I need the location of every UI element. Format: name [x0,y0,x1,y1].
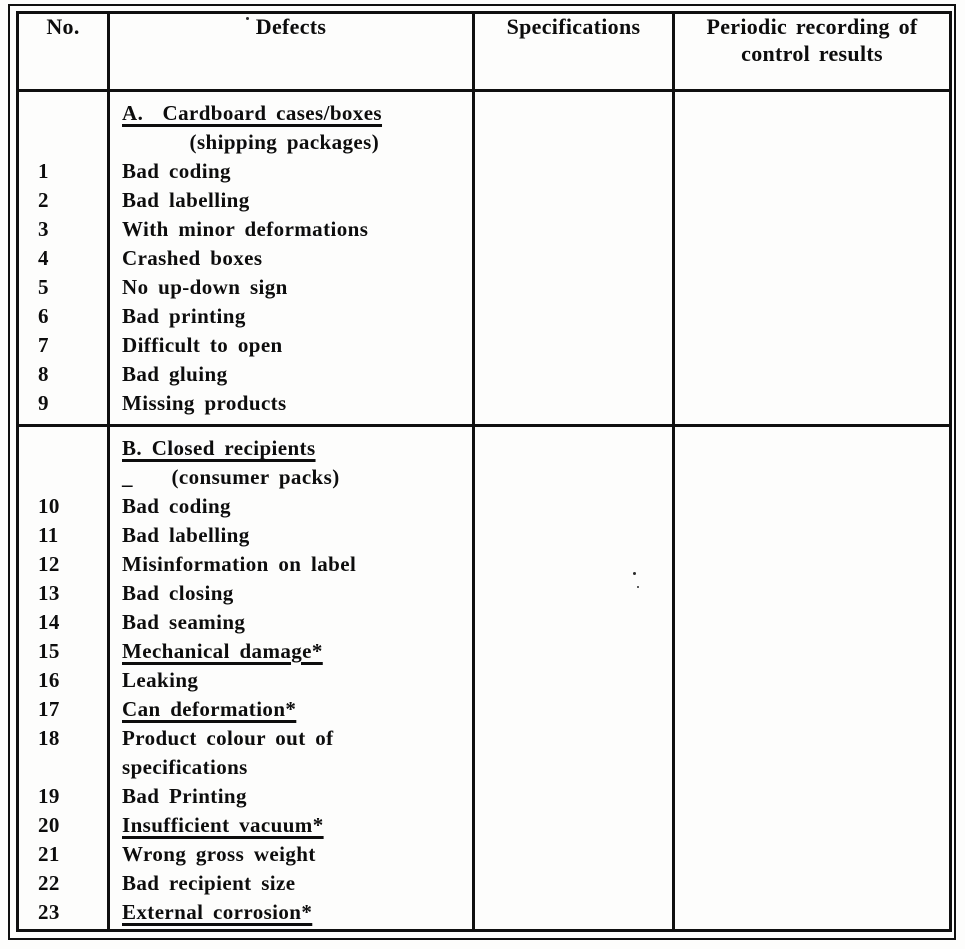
defect-line [122,244,472,273]
defect-text: Bad labelling [122,523,250,547]
defect-text: Bad printing [122,304,246,328]
row-number [38,157,107,186]
defect-line [122,695,472,724]
row-number [38,666,107,695]
scan-speck [246,17,249,20]
defect-text: No up-down sign [122,275,288,299]
row-number [38,273,107,302]
specifications-cell [474,91,674,426]
defect-line [122,637,472,666]
no-cell [18,426,109,931]
defect-line [122,550,472,579]
text: 7 [38,333,49,357]
text: 8 [38,362,49,386]
col-header-defects: Defects [109,13,474,91]
text: 20 [38,813,60,837]
number-spacer [38,128,107,157]
defects-table [16,11,952,932]
defects-cell [109,91,474,426]
defect-line [122,898,472,927]
section-row [18,426,951,931]
defect-text: specifications [122,755,248,779]
section-heading-text: A. Cardboard cases/boxes [122,101,383,125]
number-spacer [38,99,107,128]
defect-line [122,492,472,521]
defect-text: Insufficient vacuum* [122,813,324,837]
scan-speck [637,586,639,588]
row-number [38,811,107,840]
defect-line [122,302,472,331]
section-subheading-text: (shipping packages) [122,130,380,154]
row-number [38,695,107,724]
text: 16 [38,668,60,692]
defect-line [122,869,472,898]
defect-text: Bad recipient size [122,871,296,895]
row-number [38,840,107,869]
row-number [38,302,107,331]
text [38,755,48,779]
section-subheading [122,128,472,157]
row-number [38,186,107,215]
row-number [38,898,107,927]
defect-text: Bad seaming [122,610,246,634]
row-number [38,782,107,811]
row-number [38,244,107,273]
row-number [38,521,107,550]
section-row [18,91,951,426]
row-number [38,724,107,753]
defect-text: Bad closing [122,581,234,605]
row-number [38,608,107,637]
row-number [38,579,107,608]
row-number [38,331,107,360]
row-number [38,389,107,418]
defect-text: Product colour out of [122,726,334,750]
row-number [38,215,107,244]
defect-text: Wrong gross weight [122,842,316,866]
defect-text: With minor deformations [122,217,369,241]
text [38,465,48,489]
text: 11 [38,523,59,547]
number-spacer [38,753,107,782]
defects-cell [109,426,474,931]
text: 19 [38,784,60,808]
col-header-no: No. [18,13,109,91]
defect-line [122,157,472,186]
defect-line [122,215,472,244]
defect-text: Missing products [122,391,287,415]
header-row [18,13,951,91]
section-subheading-text: _ (consumer packs) [122,465,340,489]
text: 4 [38,246,49,270]
section-subheading [122,463,472,492]
defect-text: Bad Printing [122,784,247,808]
specifications-cell [474,426,674,931]
defect-line [122,666,472,695]
defect-line [122,521,472,550]
defect-line-continued [122,753,472,782]
section-heading-text: B. Closed recipients [122,436,316,460]
text: 18 [38,726,60,750]
defect-line [122,608,472,637]
section-heading [122,99,472,128]
text [38,101,48,125]
row-number [38,492,107,521]
text: 14 [38,610,60,634]
text [38,436,48,460]
text: 23 [38,900,60,924]
text: 9 [38,391,49,415]
text: 10 [38,494,60,518]
defect-text: Crashed boxes [122,246,263,270]
text: 22 [38,871,60,895]
text: 17 [38,697,60,721]
text: 21 [38,842,60,866]
defect-line [122,273,472,302]
periodic-recording-cell [674,426,951,931]
row-number [38,550,107,579]
defect-text: Can deformation* [122,697,297,721]
col-header-periodic-recording [674,13,951,91]
text: 5 [38,275,49,299]
defect-line [122,724,472,753]
page-border [8,4,956,940]
number-spacer [38,463,107,492]
section-heading [122,434,472,463]
text: 6 [38,304,49,328]
defect-text: Bad coding [122,494,231,518]
row-number [38,869,107,898]
defect-text: External corrosion* [122,900,313,924]
text: 13 [38,581,60,605]
defect-text: Misinformation on label [122,552,357,576]
col-header-periodic-recording-text: Periodic recording of control results [706,14,918,66]
defect-line [122,331,472,360]
defect-text: Bad labelling [122,188,250,212]
number-spacer [38,434,107,463]
defect-line [122,186,472,215]
defect-line [122,579,472,608]
text: 12 [38,552,60,576]
defect-line [122,840,472,869]
defect-text: Bad coding [122,159,231,183]
row-number [38,360,107,389]
text: 3 [38,217,49,241]
text: 15 [38,639,60,663]
row-number [38,637,107,666]
no-cell [18,91,109,426]
text: 1 [38,159,49,183]
text [38,130,48,154]
defect-text: Bad gluing [122,362,228,386]
defect-text: Leaking [122,668,199,692]
periodic-recording-cell [674,91,951,426]
defect-line [122,782,472,811]
defect-text: Mechanical damage* [122,639,323,663]
text: 2 [38,188,49,212]
scan-speck [633,572,636,575]
defect-text: Difficult to open [122,333,283,357]
defect-line [122,811,472,840]
col-header-specifications: Specifications [474,13,674,91]
defect-line [122,360,472,389]
defect-line [122,389,472,418]
